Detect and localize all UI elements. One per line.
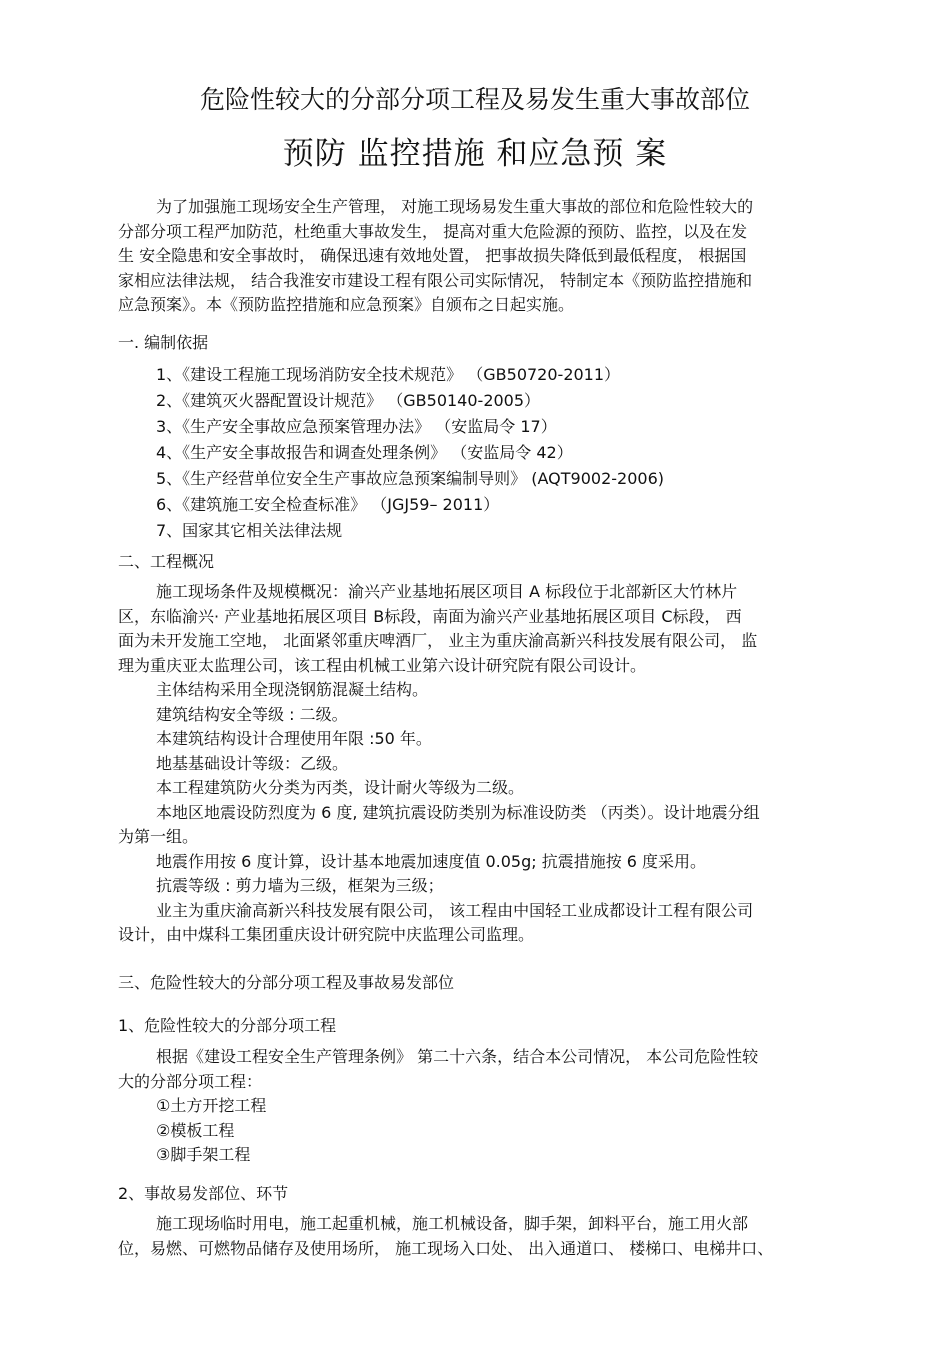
text-line: 本建筑结构设计合理使用年限 :50 年。 xyxy=(156,729,432,748)
section3-heading: 三、危险性较大的分部分项工程及事故易发部位 xyxy=(118,973,455,992)
text-line: 地震作用按 6 度计算，设计基本地震加速度值 0.05g; 抗震措施按 6 度采用。 xyxy=(156,851,707,871)
intro-line: 分部分项工程严加防范，杜绝重大事故发生， 提高对重大危险源的预防、监控，以及在发 xyxy=(118,221,748,241)
text-line: 建筑结构安全等级 : 二级。 xyxy=(156,704,348,724)
text-line: 施工现场条件及规模概况：渝兴产业基地拓展区项目 A 标段位于北部新区大竹林片 xyxy=(156,582,738,601)
text-line: 本地区地震设防烈度为 6 度, 建筑抗震设防类别为标准设防类 （丙类）。设计地震分组 xyxy=(156,802,760,822)
intro-line: 应急预案》。本《预防监控措施和应急预案》自颁布之日起实施。 xyxy=(118,295,575,314)
reference-item: 3、《生产安全事故应急预案管理办法》 （安监局令 17） xyxy=(156,417,557,436)
text-line: 根据《建设工程安全生产管理条例》 第二十六条，结合本公司情况， 本公司危险性较 xyxy=(156,1047,759,1066)
text-line: 理为重庆亚太监理公司，该工程由机械工业第六设计研究院有限公司设计。 xyxy=(118,655,647,675)
text-line: 本工程建筑防火分类为丙类，设计耐火等级为二级。 xyxy=(156,778,525,797)
intro-line: 家相应法律法规， 结合我淮安市建设工程有限公司实际情况， 特制定本《预防监控措施和 xyxy=(118,270,753,290)
intro-line: 为了加强施工现场安全生产管理， 对施工现场易发生重大事故的部位和危险性较大的 xyxy=(156,197,754,216)
text-line: 施工现场临时用电，施工起重机械，施工机械设备，脚手架，卸料平台，施工用火部 xyxy=(156,1214,749,1233)
reference-list xyxy=(156,362,664,544)
reference-item: 4、《生产安全事故报告和调查处理条例》 （安监局令 42） xyxy=(156,443,573,462)
text-line: ③脚手架工程 xyxy=(156,1145,251,1164)
document-title-line2: 预防 监控措施 和应急预 案 xyxy=(282,136,668,172)
dangerous-works-paragraph xyxy=(118,1045,858,1168)
text-line: 业主为重庆渝高新兴科技发展有限公司， 该工程由中国轻工业成都设计工程有限公司 xyxy=(156,900,754,920)
text-line: ①土方开挖工程 xyxy=(156,1096,267,1115)
text-line: 设计，由中煤科工集团重庆设计研究院中庆监理公司监理。 xyxy=(118,925,535,944)
reference-item: 6、《建筑施工安全检查标准》 （JGJ59– 2011） xyxy=(156,495,500,514)
text-line: 位，易燃、可燃物品储存及使用场所， 施工现场入口处、 出入通道口、 楼梯口、电梯井口、 xyxy=(118,1238,774,1258)
text-line: 区，东临渝兴· 产业基地拓展区项目 B标段，南面为渝兴产业基地拓展区项目 C标段， 西 xyxy=(118,606,742,626)
text-line: 为第一组。 xyxy=(118,827,199,846)
project-overview xyxy=(118,580,858,948)
text-line: 大的分部分项工程： xyxy=(118,1071,263,1091)
intro-paragraph xyxy=(118,195,858,318)
document-title-line1: 危险性较大的分部分项工程及易发生重大事故部位 xyxy=(199,85,750,114)
reference-item: 1、《建设工程施工现场消防安全技术规范》 （GB50720-2011） xyxy=(156,365,621,384)
text-line: 抗震等级 : 剪力墙为三级，框架为三级； xyxy=(156,876,444,895)
text-line: ②模板工程 xyxy=(156,1120,235,1140)
reference-item: 2、《建筑灭火器配置设计规范》 （GB50140-2005） xyxy=(156,391,541,410)
subsection2-heading: 2、事故易发部位、环节 xyxy=(118,1184,289,1203)
text-line: 主体结构采用全现浇钢筋混凝土结构。 xyxy=(156,680,429,699)
text-line: 地基基础设计等级：乙级。 xyxy=(156,753,349,773)
reference-item: 7、国家其它相关法律法规 xyxy=(156,521,343,540)
section2-heading: 二、工程概况 xyxy=(118,552,215,571)
subsection1-heading: 1、危险性较大的分部分项工程 xyxy=(118,1016,337,1035)
section1-heading: 一. 编制依据 xyxy=(118,333,209,352)
accident-prone-paragraph xyxy=(118,1212,858,1261)
intro-line: 生 安全隐患和安全事故时， 确保迅速有效地处置， 把事故损失降低到最低程度， 根据国 xyxy=(118,246,747,265)
text-line: 面为未开发施工空地， 北面紧邻重庆啤酒厂， 业主为重庆渝高新兴科技发展有限公司， 监 xyxy=(118,631,758,650)
reference-item: 5、《生产经营单位安全生产事故应急预案编制导则》 (AQT9002-2006) xyxy=(156,469,664,488)
